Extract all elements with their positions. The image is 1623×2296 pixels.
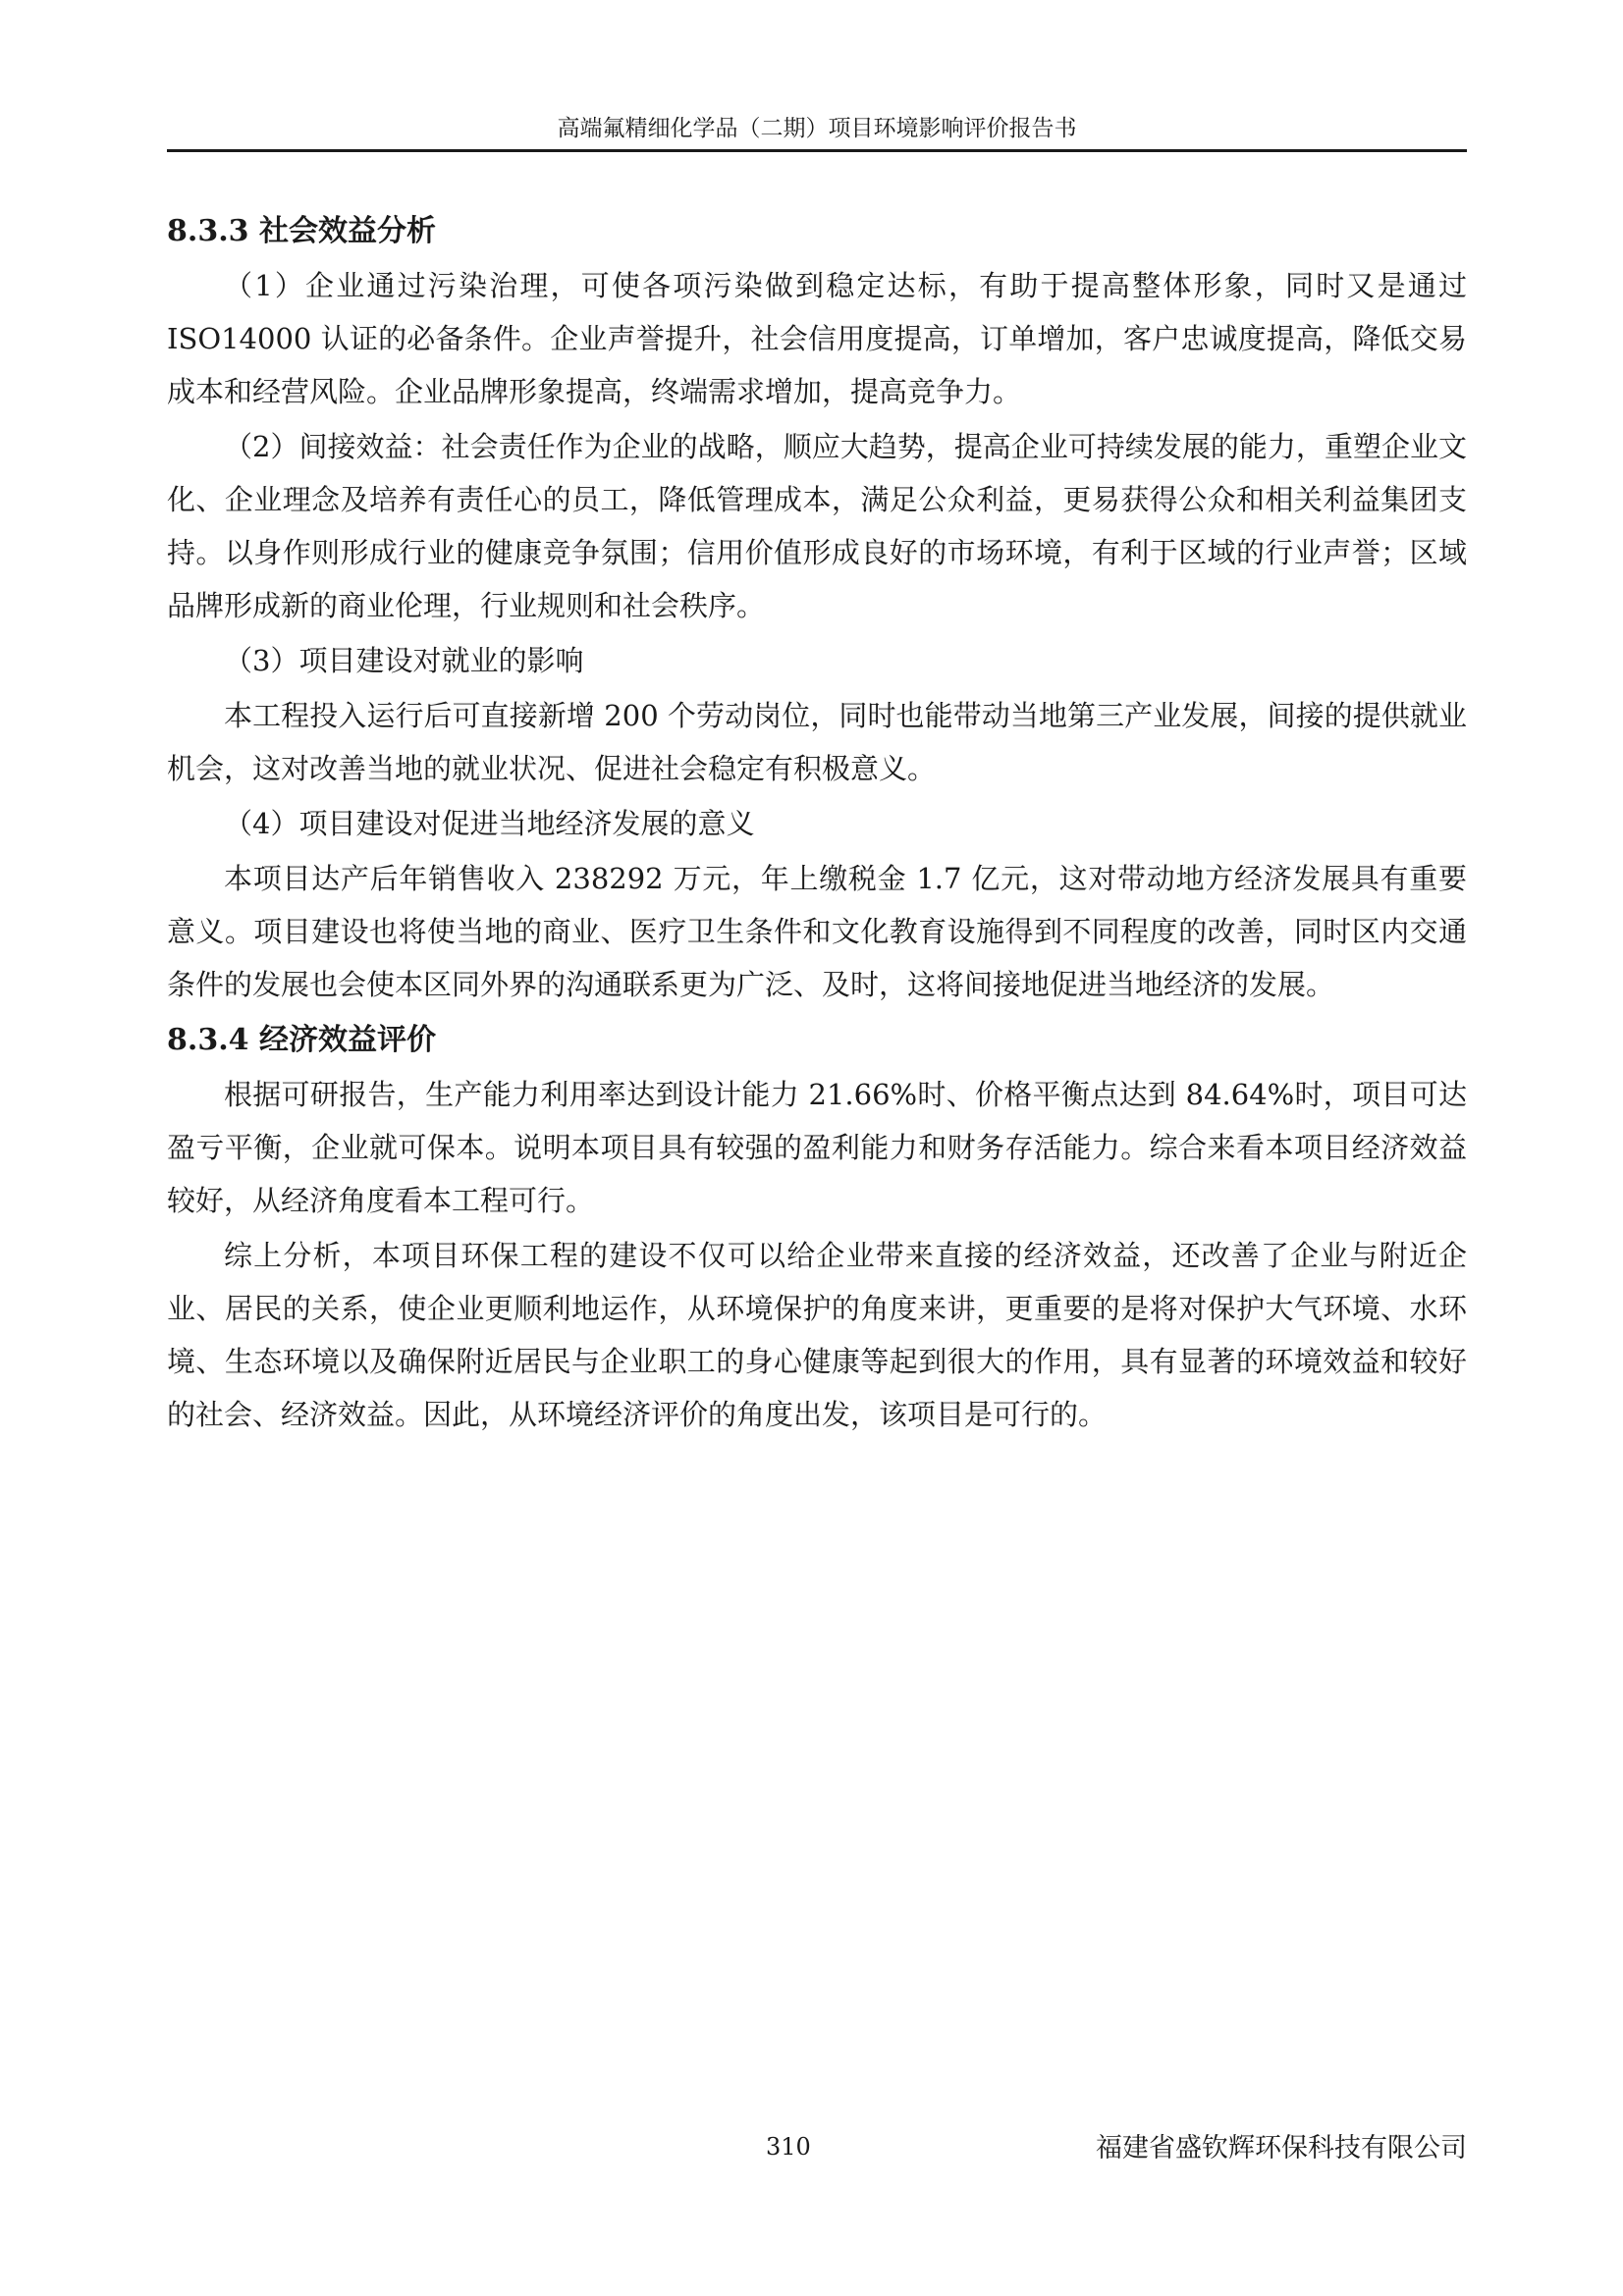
page-number: 310	[766, 2133, 811, 2161]
footer-company-name: 福建省盛钦辉环保科技有限公司	[1096, 2133, 1467, 2163]
section-heading-economic-benefit: 8.3.4 经济效益评价	[167, 1023, 436, 1057]
paragraph-economic-1: 根据可研报告，生产能力利用率达到设计能力 21.66%时、价格平衡点达到 84.64%时，项目可达盈亏平衡，企业就可保本。说明本项目具有较强的盈利能力和财务存活能力。综合来看本项目经济效益较好，从经济角度看本工程可行。	[167, 1078, 1467, 1217]
paragraph-social-4: 本项目达产后年销售收入 238292 万元，年上缴税金 1.7 亿元，这对带动地方经济发展具有重要意义。项目建设也将使当地的商业、医疗卫生条件和文化教育设施得到不同程度的改善，同时区内交通条件的发展也会使本区同外界的沟通联系更为广泛、及时，这将间接地促进当地经济的发展。	[167, 862, 1467, 1001]
paragraph-social-2: （2）间接效益：社会责任作为企业的战略，顺应大趋势，提高企业可持续发展的能力，重塑企业文化、企业理念及培养有责任心的员工，降低管理成本，满足公众利益，更易获得公众和相关利益集团支持。以身作则形成行业的健康竞争氛围；信用价值形成良好的市场环境，有利于区域的行业声誉；区域品牌形成新的商业伦理，行业规则和社会秩序。	[167, 430, 1467, 622]
page-content	[167, 204, 1467, 1443]
running-header-title: 高端氟精细化学品（二期）项目环境影响评价报告书	[557, 116, 1077, 141]
header-divider	[167, 149, 1467, 152]
paragraph-social-1: （1）企业通过污染治理，可使各项污染做到稳定达标，有助于提高整体形象，同时又是通过 ISO14000 认证的必备条件。企业声誉提升，社会信用度提高，订单增加，客户忠诚度提高，降低交易成本和经营风险。企业品牌形象提高，终端需求增加，提高竞争力。	[167, 269, 1467, 408]
paragraph-social-3: 本工程投入运行后可直接新增 200 个劳动岗位，同时也能带动当地第三产业发展，间接的提供就业机会，这对改善当地的就业状况、促进社会稳定有积极意义。	[167, 699, 1467, 785]
subheading-employment: （3）项目建设对就业的影响	[224, 644, 584, 677]
subheading-local-economy: （4）项目建设对促进当地经济发展的意义	[224, 807, 755, 840]
paragraph-economic-2: 综上分析，本项目环保工程的建设不仅可以给企业带来直接的经济效益，还改善了企业与附近企业、居民的关系，使企业更顺利地运作，从环境保护的角度来讲，更重要的是将对保护大气环境、水环境、生态环境以及确保附近居民与企业职工的身心健康等起到很大的作用，具有显著的环境效益和较好的社会、经济效益。因此，从环境经济评价的角度出发，该项目是可行的。	[167, 1239, 1467, 1431]
section-heading-social-benefit: 8.3.3 社会效益分析	[167, 214, 436, 248]
